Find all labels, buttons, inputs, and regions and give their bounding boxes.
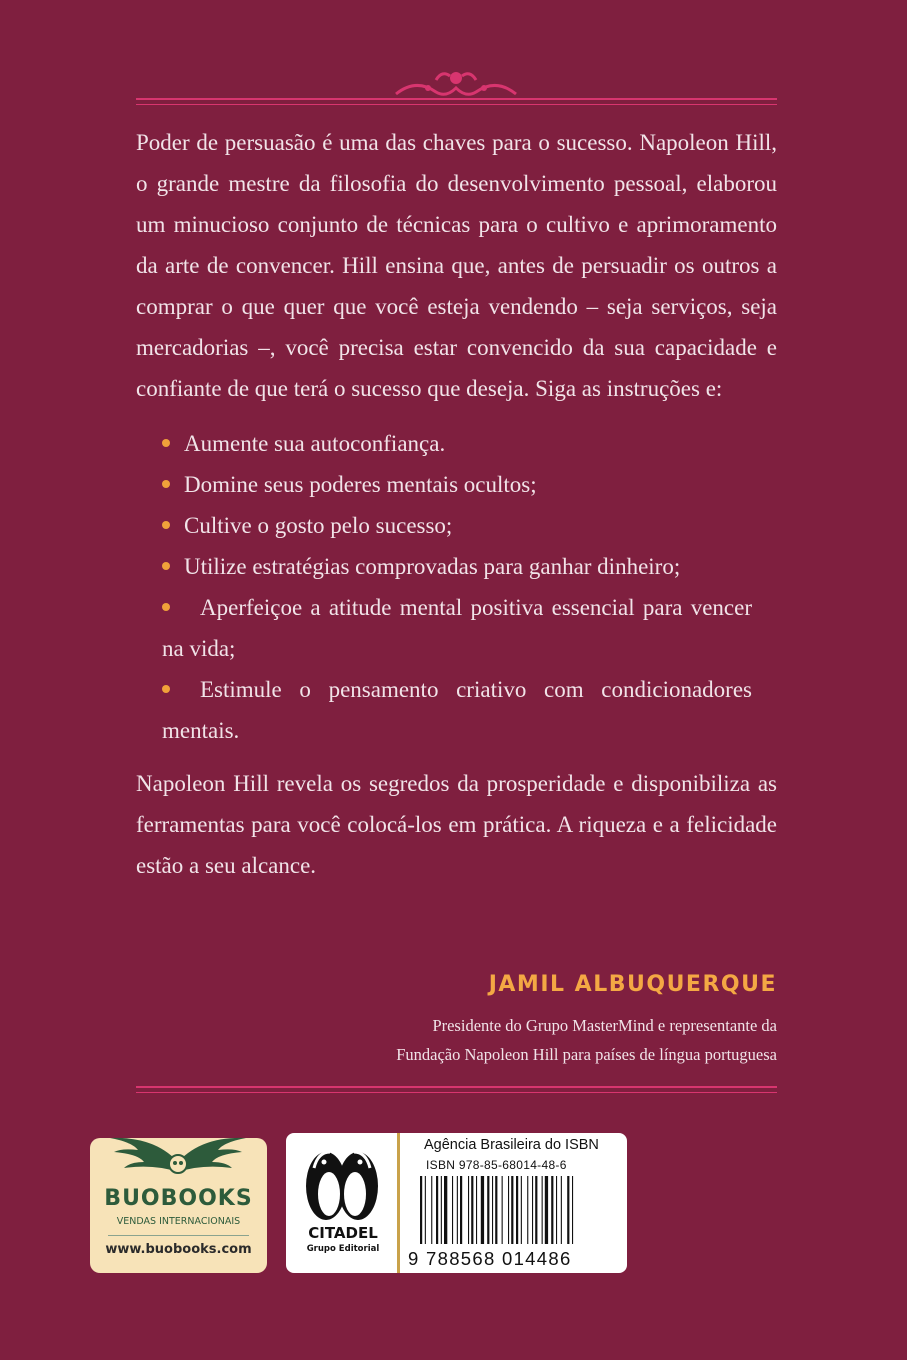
- list-item: Domine seus poderes mentais ocultos;: [162, 464, 752, 505]
- author-name: JAMIL ALBUQUERQUE: [488, 972, 777, 997]
- list-item: Estimule o pensamento criativo com condicionadores mentais.: [162, 677, 752, 743]
- buobooks-subtitle: VENDAS INTERNACIONAIS: [116, 1216, 241, 1227]
- bullet-icon: [162, 562, 170, 570]
- penguins-icon: [296, 1140, 388, 1224]
- publisher-subtitle: Grupo Editorial: [306, 1244, 380, 1254]
- isbn-code: ISBN 978-85-68014-48-6: [426, 1158, 567, 1172]
- author-role: [396, 1011, 777, 1069]
- list-item: Aumente sua autoconfiança.: [162, 423, 752, 464]
- synopsis: [136, 122, 777, 886]
- bullet-icon: [162, 603, 170, 611]
- top-rule-thin: [136, 104, 777, 105]
- floral-scroll-icon: [136, 66, 777, 106]
- isbn-agency: Agência Brasileira do ISBN: [424, 1137, 599, 1153]
- bullet-icon: [162, 439, 170, 447]
- publisher-name: CITADEL: [308, 1224, 378, 1242]
- barcode: [418, 1176, 618, 1244]
- bottom-rule: [136, 1086, 777, 1088]
- list-item: Utilize estratégias comprovadas para ganhar dinheiro;: [162, 546, 752, 587]
- synopsis-paragraph-2: Napoleon Hill revela os segredos da prosperidade e disponibiliza as ferramentas para você colocá-los em prática. A riqueza e a felicidade estão a seu alcance.: [136, 771, 777, 878]
- buobooks-divider: [108, 1235, 249, 1236]
- list-item: Cultive o gosto pelo sucesso;: [162, 505, 752, 546]
- bottom-rule-thin: [136, 1092, 777, 1093]
- barcode-digits: 9 788568 014486: [408, 1248, 572, 1269]
- synopsis-paragraph-1: Poder de persuasão é uma das chaves para o sucesso. Napoleon Hill, o grande mestre da filosofia do desenvolvimento pessoal, elaborou um minucioso conjunto de técnicas para o cultivo e aprimoramento da arte de convencer. Hill ensina que, antes de persuadir os outros a comprar o que quer que você esteja vendendo – seja serviços, seja mercadorias –, você precisa estar convencido da sua capacidade e confiante de que terá o sucesso que deseja. Siga as instruções e:: [136, 130, 777, 401]
- buobooks-name: BUOBOOKS: [104, 1186, 253, 1211]
- author-role-line-1: Presidente do Grupo MasterMind e representante da: [432, 1016, 777, 1035]
- bullet-icon: [162, 521, 170, 529]
- top-rule: [136, 98, 777, 100]
- list-item: Aperfeiçoe a atitude mental positiva essencial para vencer na vida;: [162, 595, 752, 661]
- buobooks-url: www.buobooks.com: [105, 1242, 252, 1257]
- owl-wings-icon: [104, 1132, 252, 1178]
- bullet-icon: [162, 480, 170, 488]
- bullet-icon: [162, 685, 170, 693]
- benefits-list: [136, 423, 777, 751]
- author-role-line-2: Fundação Napoleon Hill para países de língua portuguesa: [396, 1045, 777, 1064]
